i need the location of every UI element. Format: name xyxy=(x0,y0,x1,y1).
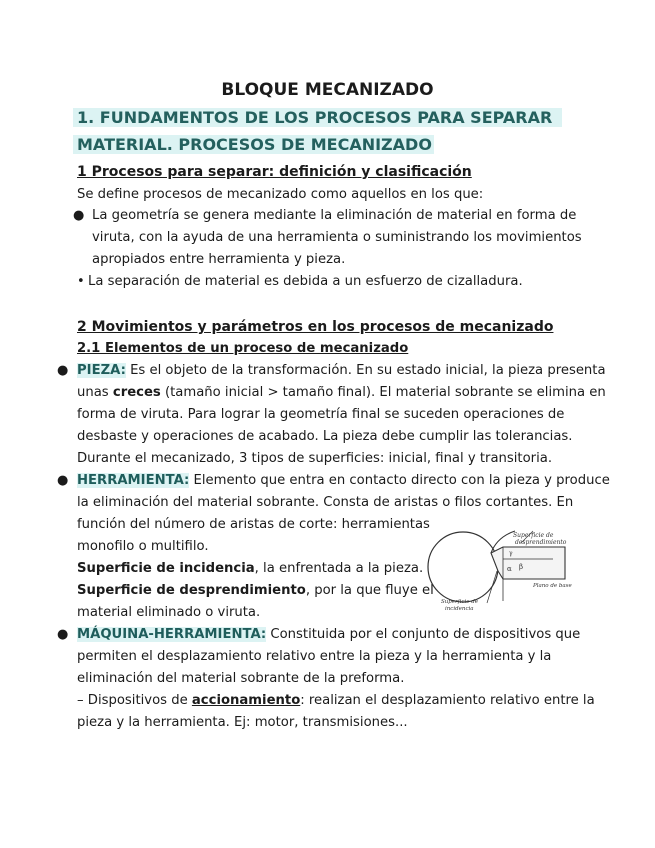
pieza-line3: forma de viruta. Para lograr la geometría final se suceden operaciones de xyxy=(77,407,565,422)
bullet-icon: ● xyxy=(57,627,69,642)
maquina-line2: permiten el desplazamiento relativo entre la pieza y la herramienta y la xyxy=(77,649,552,664)
bullet1-line1: La geometría se genera mediante la eliminación de material en forma de xyxy=(92,208,577,223)
subsection-2-1-title: 2.1 Elementos de un proceso de mecanizado xyxy=(77,341,409,356)
workpiece-circle xyxy=(428,532,498,602)
pieza-line2 xyxy=(77,382,606,404)
herramienta-line3: función del número de aristas de corte: herramientas xyxy=(77,517,430,532)
bullet1-line3: apropiados entre herramienta y pieza. xyxy=(92,252,346,267)
maquina-line4-text: : realizan el desplazamiento relativo entre la xyxy=(300,693,595,708)
bullet-icon: • xyxy=(77,274,85,289)
document-title: BLOQUE MECANIZADO xyxy=(221,80,434,100)
section-title-highlight: 1. FUNDAMENTOS DE LOS PROCESOS PARA SEPARAR xyxy=(73,108,562,127)
herramienta-line2: la eliminación del material sobrante. Consta de aristas o filos cortantes. En xyxy=(77,495,574,510)
label-desprendimiento-2: desprendimiento xyxy=(515,539,567,546)
herramienta-line6 xyxy=(77,580,434,602)
superficie-incidencia-term: Superficie de incidencia xyxy=(77,561,255,576)
maquina-line1 xyxy=(77,624,580,646)
pieza-line5: Durante el mecanizado, 3 tipos de superficies: inicial, final y transitoria. xyxy=(77,451,553,466)
pieza-keyword: PIEZA: xyxy=(77,363,126,378)
maquina-line5: pieza y la herramienta. Ej: motor, transmisiones... xyxy=(77,715,408,730)
pieza-line1 xyxy=(77,360,606,382)
bullet2-text: La separación de material es debida a un esfuerzo de cizalladura. xyxy=(88,274,523,289)
label-desprendimiento-1: Superficie de xyxy=(513,532,554,539)
angle-alpha: α xyxy=(507,565,512,573)
herramienta-line7: material eliminado o viruta. xyxy=(77,605,261,620)
subsection-2-title: 2 Movimientos y parámetros en los procesos de mecanizado xyxy=(77,319,554,335)
pieza-line1-text: Es el objeto de la transformación. En su estado inicial, la pieza presenta xyxy=(125,363,606,378)
tool-body xyxy=(491,547,565,579)
bullet-icon: ● xyxy=(73,208,85,223)
maquina-line4-pre: – Dispositivos de xyxy=(77,693,192,708)
maquina-line4 xyxy=(77,690,595,712)
maquina-line3: eliminación del material sobrante de la preforma. xyxy=(77,671,405,686)
bullet1-line2: viruta, con la ayuda de una herramienta o suministrando los movimientos xyxy=(92,230,582,245)
creces-term: creces xyxy=(112,385,161,400)
herramienta-line5-text: , la enfrentada a la pieza. xyxy=(254,561,424,576)
pieza-line4: desbaste y operaciones de acabado. La pieza debe cumplir las tolerancias. xyxy=(77,429,573,444)
herramienta-line1 xyxy=(77,470,610,492)
section-title-line2 xyxy=(77,134,434,156)
section-title-highlight: MATERIAL. PROCESOS DE MECANIZADO xyxy=(73,135,434,154)
intro-text: Se define procesos de mecanizado como aquellos en los que: xyxy=(77,187,484,202)
angle-beta: β xyxy=(519,563,524,571)
superficie-desprendimiento-term: Superficie de desprendimiento xyxy=(77,583,306,598)
maquina-line1-text: Constituida por el conjunto de dispositivos que xyxy=(266,627,581,642)
pieza-line2-text: (tamaño inicial > tamaño final). El material sobrante se elimina en xyxy=(160,385,606,400)
bullet-icon: ● xyxy=(57,363,69,378)
label-plano-base: Plano de base xyxy=(533,583,572,589)
herramienta-line4: monofilo o multifilo. xyxy=(77,539,209,554)
herramienta-line6-text: , por la que fluye el xyxy=(305,583,434,598)
bullet-icon: ● xyxy=(57,473,69,488)
herramienta-line1-text: Elemento que entra en contacto directo con la pieza y produce xyxy=(189,473,610,488)
incidence-line xyxy=(487,571,497,603)
cutting-tool-diagram xyxy=(425,523,575,613)
angle-gamma: γ xyxy=(509,550,513,557)
subsection-1-title: 1 Procesos para separar: definición y clasificación xyxy=(77,164,472,180)
label-incidencia-1: Superficie de xyxy=(441,599,479,605)
accionamiento-term: accionamiento xyxy=(191,693,301,708)
pieza-line2-pre: unas xyxy=(77,385,113,400)
label-incidencia-2: incidencia xyxy=(445,606,474,612)
herramienta-keyword: HERRAMIENTA: xyxy=(77,473,190,488)
section-title-line1 xyxy=(77,107,562,129)
herramienta-line5 xyxy=(77,558,423,580)
maquina-keyword: MÁQUINA-HERRAMIENTA: xyxy=(77,627,267,642)
